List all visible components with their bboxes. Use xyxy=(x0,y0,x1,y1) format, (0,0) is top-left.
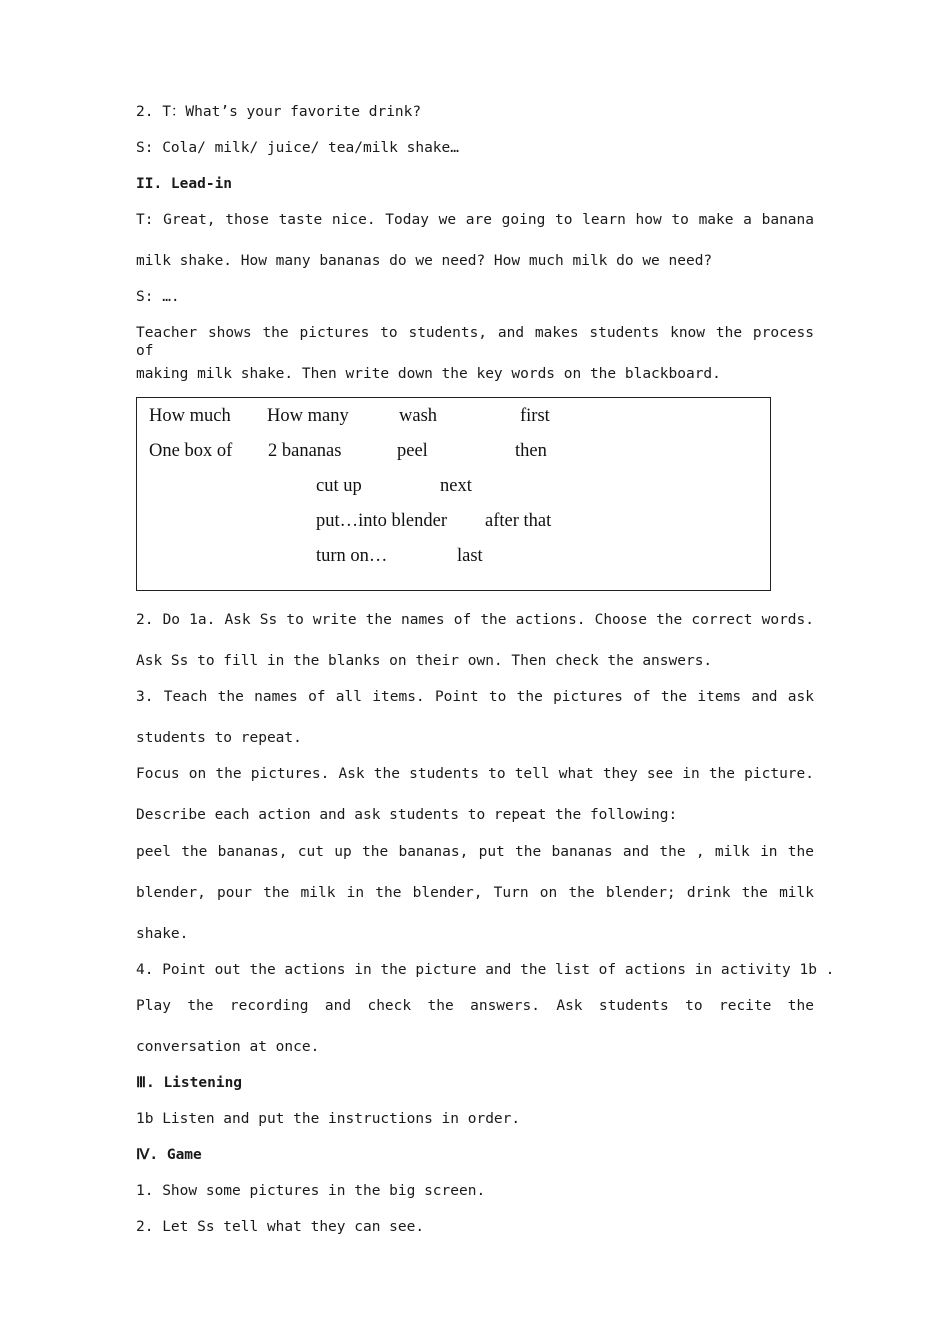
text-line: shake. xyxy=(136,926,189,942)
text-line: 4. Point out the actions in the picture and the list of actions in activity 1b . xyxy=(136,962,835,978)
text-line: students to repeat. xyxy=(136,730,302,746)
key-word: after that xyxy=(485,511,552,531)
key-word: turn on… xyxy=(316,546,388,566)
text-line: conversation at once. xyxy=(136,1039,320,1055)
key-word: One box of xyxy=(149,441,233,461)
key-word: cut up xyxy=(316,476,362,496)
key-word: first xyxy=(520,406,550,426)
text-line: 3. Teach the names of all items. Point to the pictures of the items and ask xyxy=(136,689,814,705)
text-line: 2. Do 1a. Ask Ss to write the names of the actions. Choose the correct words. xyxy=(136,612,814,628)
text-line: Teacher shows the pictures to students, and makes students know the process of xyxy=(136,325,814,359)
section-heading-listening: Ⅲ. Listening xyxy=(136,1075,243,1091)
key-word: peel xyxy=(397,441,428,461)
section-heading-game: Ⅳ. Game xyxy=(136,1147,202,1163)
text-line: T: Great, those taste nice. Today we are going to learn how to make a banana xyxy=(136,212,814,228)
key-word: put…into blender xyxy=(316,511,448,531)
key-word: 2 bananas xyxy=(268,441,342,461)
text-line: S: …. xyxy=(136,289,180,305)
text-line: Play the recording and check the answers. Ask students to recite the xyxy=(136,998,814,1014)
text-line: milk shake. How many bananas do we need? How much milk do we need? xyxy=(136,253,713,269)
text-line: blender, pour the milk in the blender, Turn on the blender; drink the milk xyxy=(136,885,814,901)
text-line: making milk shake. Then write down the key words on the blackboard. xyxy=(136,366,721,382)
text-line: Focus on the pictures. Ask the students to tell what they see in the picture. xyxy=(136,766,814,782)
text-line: Ask Ss to fill in the blanks on their own. Then check the answers. xyxy=(136,653,713,669)
text-line: S: Cola/ milk/ juice/ tea/milk shake… xyxy=(136,140,460,156)
text-line: 2. Let Ss tell what they can see. xyxy=(136,1219,425,1235)
key-word: wash xyxy=(399,406,438,426)
key-word: How much xyxy=(149,406,231,426)
key-word: next xyxy=(440,476,472,496)
text-line: Describe each action and ask students to repeat the following: xyxy=(136,807,678,823)
key-word: then xyxy=(515,441,547,461)
text-line: 1b Listen and put the instructions in order. xyxy=(136,1111,521,1127)
section-heading-lead-in: II. Lead-in xyxy=(136,176,233,192)
text-line: peel the bananas, cut up the bananas, put the bananas and the , milk in the xyxy=(136,844,814,860)
text-line: 1. Show some pictures in the big screen. xyxy=(136,1183,486,1199)
key-word: How many xyxy=(267,406,349,426)
text-line: 2. T：What’s your favorite drink? xyxy=(136,104,422,120)
key-word: last xyxy=(457,546,483,566)
blackboard-key-words-box xyxy=(136,397,771,591)
